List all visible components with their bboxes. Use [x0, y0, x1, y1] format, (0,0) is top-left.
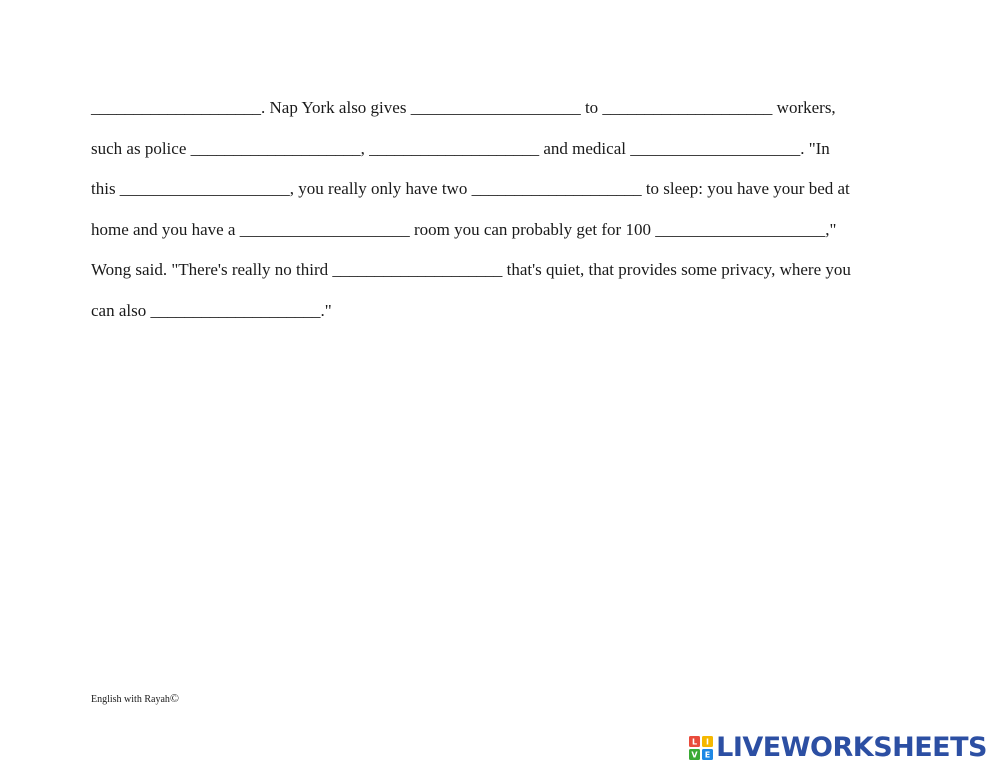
liveworksheets-logo-icon [689, 736, 713, 760]
svg-text:I: I [706, 737, 710, 747]
liveworksheets-wordmark: LIVEWORKSHEETS [716, 732, 987, 763]
svg-text:L: L [692, 737, 698, 747]
worksheet-text [91, 88, 906, 332]
liveworksheets-brand [689, 733, 987, 763]
worksheet-line-5: Wong said. "There's really no third ____________________ that's quiet, that provides some privacy, where you [91, 260, 851, 280]
worksheet-line-2: such as police ____________________, ____________________ and medical ____________________. "In [91, 138, 830, 158]
svg-text:V: V [691, 750, 698, 760]
svg-text:E: E [704, 750, 711, 760]
footer-credit [91, 691, 179, 706]
worksheet-line-6: can also ____________________." [91, 300, 332, 320]
copyright-symbol: © [169, 691, 180, 705]
worksheet-line-3: this ____________________, you really only have two ____________________ to sleep: you have your bed at [91, 179, 850, 199]
worksheet-line-4: home and you have a ____________________ room you can probably get for 100 ____________________," [91, 219, 837, 239]
footer-credit-text: English with Rayah [91, 694, 170, 705]
worksheet-line-1: ____________________. Nap York also gives ____________________ to ____________________ workers, [91, 98, 836, 117]
